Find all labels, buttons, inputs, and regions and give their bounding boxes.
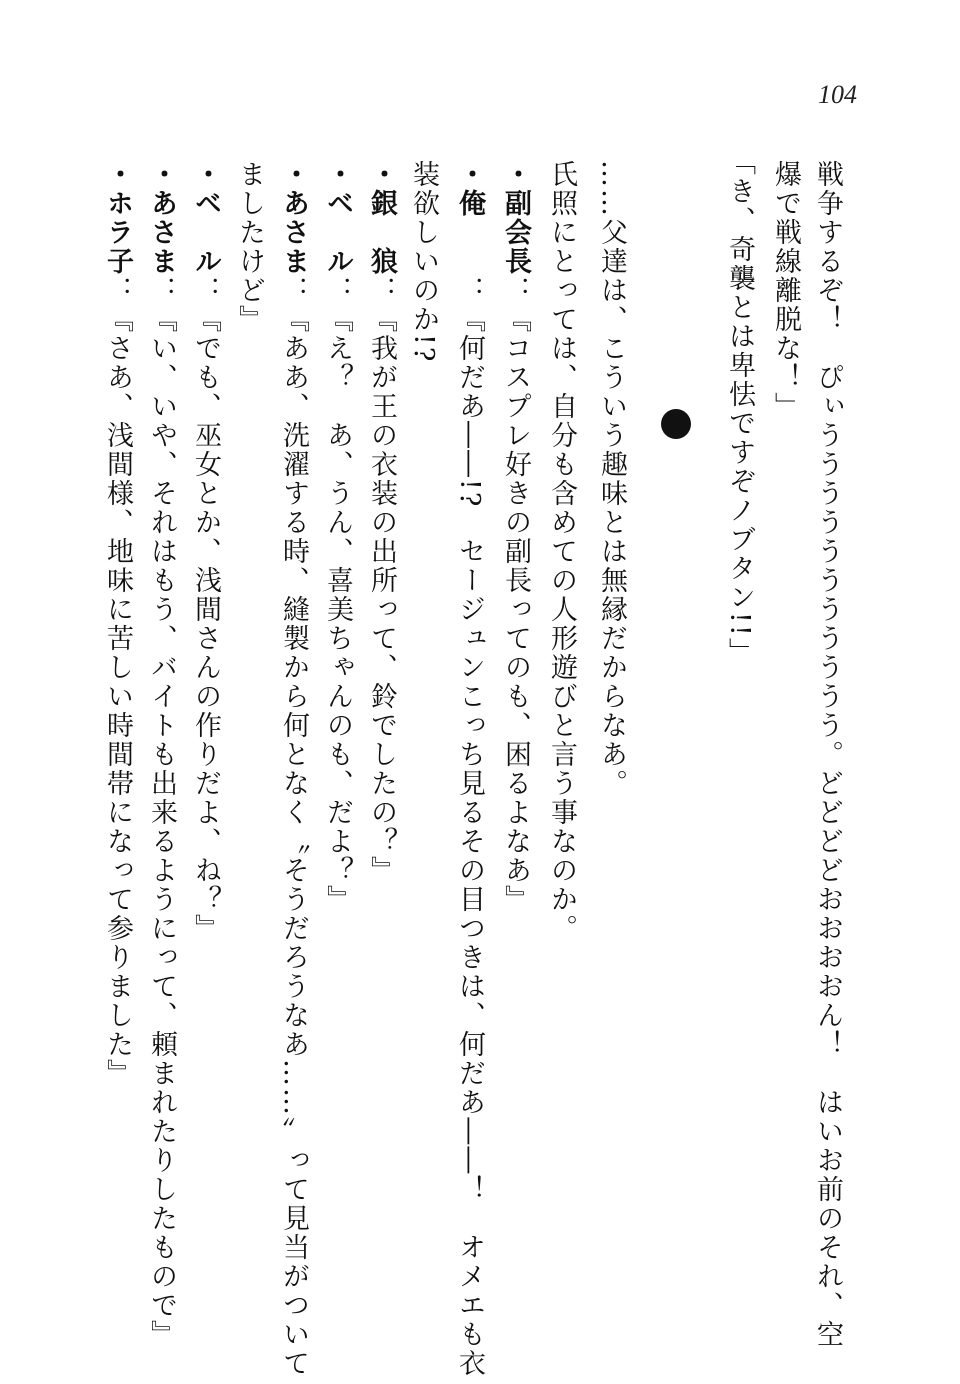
- dialogue-line: ・あさま：『ああ、洗濯する時、縫製から何となく〝そうだろうなあ……〟って見当がついて: [278, 160, 309, 1378]
- bullet: ・: [366, 160, 397, 189]
- text-line: 装欲しいのか!?: [408, 160, 439, 364]
- speaker-name: 副会長: [500, 189, 531, 276]
- speaker-name: ベ ル: [322, 189, 353, 276]
- dialogue-line: ・俺 ：『何だあ――!? セージュンこっち見るその目つきは、何だあ――！ オメエも衣: [454, 160, 485, 1379]
- dialogue-text: 『ああ、洗濯する時、縫製から何となく〝そうだろうなあ……〟って見当がついて: [278, 305, 309, 1378]
- dialogue-text: 『さあ、浅間様、地味に苦しい時間帯になって参りました』: [102, 305, 133, 1088]
- dialogue-line: ・ベ ル：『でも、巫女とか、浅間さんの作りだよ、ね？』: [190, 160, 221, 943]
- speaker-name: ベ ル: [190, 189, 221, 276]
- speaker-name: 銀 狼: [366, 189, 397, 276]
- bullet: ・: [278, 160, 309, 189]
- text-line: ……父達は、こういう趣味とは無縁だからなあ。: [596, 160, 627, 798]
- dialogue-text: 『でも、巫女とか、浅間さんの作りだよ、ね？』: [190, 305, 221, 943]
- speaker-name: 俺: [454, 189, 485, 218]
- dialogue-line: ・銀 狼：『我が王の衣装の出所って、鈴でしたの？』: [366, 160, 397, 885]
- dialogue-line: ・ホラ子：『さあ、浅間様、地味に苦しい時間帯になって参りました』: [102, 160, 133, 1088]
- bullet: ・: [190, 160, 221, 189]
- speaker-name: あさま: [146, 189, 177, 276]
- dialogue-text: 『え？ あ、うん、喜美ちゃんのも、だよ？』: [322, 305, 353, 914]
- bullet: ・: [322, 160, 353, 189]
- bullet: ・: [500, 160, 531, 189]
- speaker-name: ホラ子: [102, 189, 133, 276]
- text-line: 戦争するぞ！ ぴぃううううううううううう。どどどどおおおおん！ はいお前のそれ、空: [812, 160, 843, 1349]
- dialogue-text: 『我が王の衣装の出所って、鈴でしたの？』: [366, 305, 397, 885]
- speaker-name: あさま: [278, 189, 309, 276]
- bullet: ・: [102, 160, 133, 189]
- dialogue-line: ・あさま：『い、いや、それはもう、バイトも出来るようにって、頼まれたりしたもので』: [146, 160, 177, 1349]
- dialogue-text: 『い、いや、それはもう、バイトも出来るようにって、頼まれたりしたもので』: [146, 305, 177, 1349]
- dialogue-text: 『何だあ――!? セージュンこっち見るその目つきは、何だあ――！ オメエも衣: [454, 305, 485, 1379]
- page-number: 104: [818, 80, 857, 109]
- dialogue-line: ・ベ ル：『え？ あ、うん、喜美ちゃんのも、だよ？』: [322, 160, 353, 914]
- dialogue-text: 『コスプレ好きの副長ってのも、困るよなあ』: [500, 305, 531, 914]
- dialogue-line: ・副会長：『コスプレ好きの副長ってのも、困るよなあ』: [500, 160, 531, 914]
- bullet: ・: [146, 160, 177, 189]
- section-break-dot: [661, 409, 691, 439]
- bullet: ・: [454, 160, 485, 189]
- text-line: 爆で戦線離脱な！」: [770, 160, 801, 421]
- text-line: 氏照にとっては、自分も含めての人形遊びと言う事なのか。: [546, 160, 577, 943]
- text-line: 「き、奇襲とは卑怯ですぞノブタン!!」: [724, 148, 755, 667]
- text-line: ましたけど』: [234, 160, 265, 334]
